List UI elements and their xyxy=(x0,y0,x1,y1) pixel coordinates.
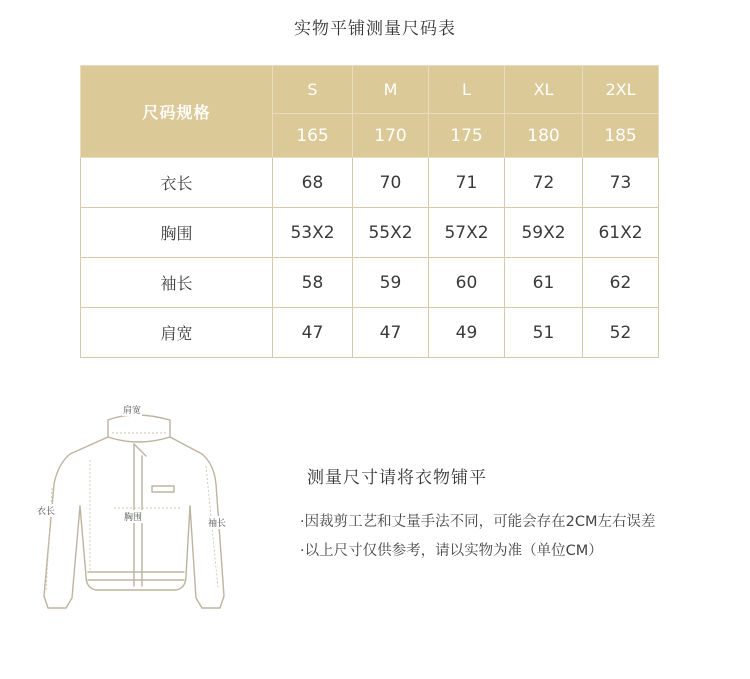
table-row xyxy=(81,258,659,308)
table-cell: 53X2 xyxy=(273,208,353,258)
height-header-cell: 165 xyxy=(273,114,353,158)
table-cell: 49 xyxy=(429,308,505,358)
size-chart-table xyxy=(80,65,659,358)
size-header-cell: M xyxy=(353,66,429,114)
table-row xyxy=(81,158,659,208)
shoulder-width-label: 肩宽 xyxy=(122,403,142,416)
note-item: ·因裁剪工艺和丈量手法不同，可能会存在2CM左右误差 xyxy=(300,514,656,530)
height-header-cell: 185 xyxy=(583,114,659,158)
sleeve-length-label: 袖长 xyxy=(207,516,227,529)
table-cell: 59X2 xyxy=(505,208,583,258)
table-cell: 61X2 xyxy=(583,208,659,258)
table-cell: 58 xyxy=(273,258,353,308)
notes-title: 测量尺寸请将衣物铺平 xyxy=(307,468,487,488)
size-header-cell: S xyxy=(273,66,353,114)
spec-header-cell: 尺码规格 xyxy=(81,66,273,158)
table-cell: 73 xyxy=(583,158,659,208)
table-cell: 68 xyxy=(273,158,353,208)
jacket-measurement-diagram xyxy=(30,400,240,625)
table-cell: 61 xyxy=(505,258,583,308)
size-header-cell: XL xyxy=(505,66,583,114)
row-label: 衣长 xyxy=(81,158,273,208)
row-label: 胸围 xyxy=(81,208,273,258)
table-cell: 70 xyxy=(353,158,429,208)
chest-label: 胸围 xyxy=(123,510,143,523)
size-header-cell: L xyxy=(429,66,505,114)
table-cell: 47 xyxy=(353,308,429,358)
table-cell: 62 xyxy=(583,258,659,308)
table-cell: 60 xyxy=(429,258,505,308)
size-header-cell: 2XL xyxy=(583,66,659,114)
row-label: 袖长 xyxy=(81,258,273,308)
table-cell: 52 xyxy=(583,308,659,358)
table-row xyxy=(81,308,659,358)
page-title: 实物平铺测量尺码表 xyxy=(294,19,456,39)
size-header-row xyxy=(81,66,659,114)
row-label: 肩宽 xyxy=(81,308,273,358)
height-header-cell: 170 xyxy=(353,114,429,158)
table-cell: 55X2 xyxy=(353,208,429,258)
table-cell: 72 xyxy=(505,158,583,208)
table-row xyxy=(81,208,659,258)
height-header-cell: 175 xyxy=(429,114,505,158)
table-cell: 59 xyxy=(353,258,429,308)
height-header-cell: 180 xyxy=(505,114,583,158)
table-cell: 71 xyxy=(429,158,505,208)
note-item: ·以上尺寸仅供参考，请以实物为准（单位CM） xyxy=(300,543,603,559)
table-cell: 51 xyxy=(505,308,583,358)
length-label: 衣长 xyxy=(36,504,56,517)
table-cell: 47 xyxy=(273,308,353,358)
table-cell: 57X2 xyxy=(429,208,505,258)
